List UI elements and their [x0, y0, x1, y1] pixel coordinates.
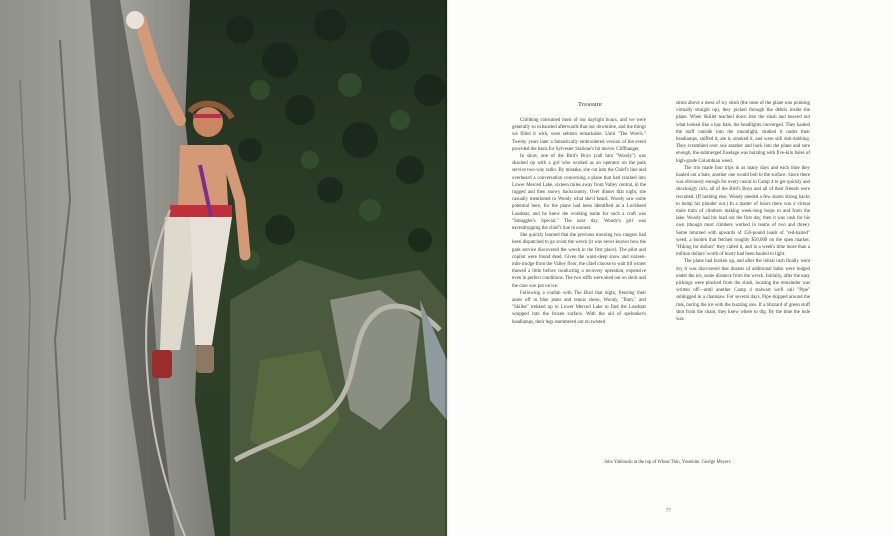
- paragraph: The plane had broken up, and after the initial rush finally went dry it was discovered that dozens of additional bales were lodged under the ice, some distance from the wreck. Initially, after the easy pickings were plucked from the slush, locating the remainder was written off—until another Camp 4 stalwart we'll call "Pipe" subbigged in a chainsaw. For several days, Pipe skipped around the rink, boring the ice with the buzzing saw. If a blizzard of green stuff shot from the chain, they knew where to dig. By the time the lode was: [676, 259, 810, 323]
- page-number: 77: [666, 509, 671, 514]
- paragraph: Climbing consumed most of our daylight hours, and we were generally so exhausted afterwards that our downtime, and the things we filled it with, were seldom remarkable. Until "The Wreck." Twenty years later a fantastically embroidered version of the event provided the basis for Sylvester Stallone's hit movie, Cliffhanger.: [512, 118, 646, 152]
- photo-caption: John Yablonski at the top of Wheat Thin, Yosemite. George Meyers: [604, 460, 731, 465]
- paragraph: She quickly learned that the previous morning two rangers had been dispatched to go scout the wreck (it was never known how the park service discovered the wreck in the first place). The pilot and copilot were found dead. Given the waist-deep snow and sixteen-mile trudge from the Valley floor, the chief choose to wait till winter thawed a little before conducting a recovery operation, expensive even in perfect conditions. The two stiffs were sked out on sleds and the case was put on ice.: [512, 233, 646, 289]
- paragraph: struts above a mess of icy slush (the nose of the plane was pointing virtually straight up), they picked through the debris inside the plane. When Skillet reached down into the slush and heaved out what looked like a hay bale, the headlights converged. They hauled the stuff outside into the moonlight, studied it under their headlamps, sniffed it, ate it, smoked it, and were still dub-dabbing. They scrambled over one another and back into the plane and sure enough, the submerged fuselage was bursting with five-kilo bales of high-grade Colombian weed.: [676, 101, 810, 164]
- paragraph: Following a confab with The Bird that night, freezing their asses off in blue jeans and tennis shoes, Woody, "Bum," and "Skillet" trekked up to Lower Merced Lake to find the Loadstar wrapped into the frozen surface. With the aid of spelunker's headlamps, their legs stammered out on twisted: [512, 290, 646, 325]
- paragraph: The trio made four trips in as many days and each time they hauled out a bale, another one would bob to the surface. Since there was obviously enough for every rascal in Camp 4 to get quickly and shockingly rich, all of the Bird's Boys and all of their friends were recruited. (If nothing else, Woody needed a few dozen strong backs to hump his plunder out.) In a matter of hours there was a virtual mule train of climbers making week-long loops to and from the lake. Woody had his load out the first day, then it was cash for his own (though most climbers worked in teams of two and three). Some returned with upwards of 150-pound loads of "red-haired" weed, a burden that fetched roughly $50,000 on the open market. "Hiking for dollars" they called it, and in a week's time more than a million dollars' worth of booty had been hauled to light.: [676, 165, 810, 258]
- text-column-2: [676, 100, 810, 323]
- text-column-1: [512, 117, 646, 326]
- chapter-title: Treasure: [578, 101, 603, 108]
- paragraph: In short, one of the Bird's Boys (call him "Woody") was shacked up with a girl who worked as an operator on the park service two-way radio. By mistake, she cut into the Chief's line and overheard a conversation concerning a plane that had crashed into Lower Merced Lake, sixteen miles away from Valley central, in the rugged and then snowy backcountry. Over dinner that night, she casually mentioned to Woody what she'd heard. Woody saw some potential here, for the plane had been identified as a Lockheed Loadstar, and he knew the working name for such a craft was "Smuggler's Special." The next day, Woody's girl was eavesdropping the chief's line in earnest.: [512, 154, 646, 232]
